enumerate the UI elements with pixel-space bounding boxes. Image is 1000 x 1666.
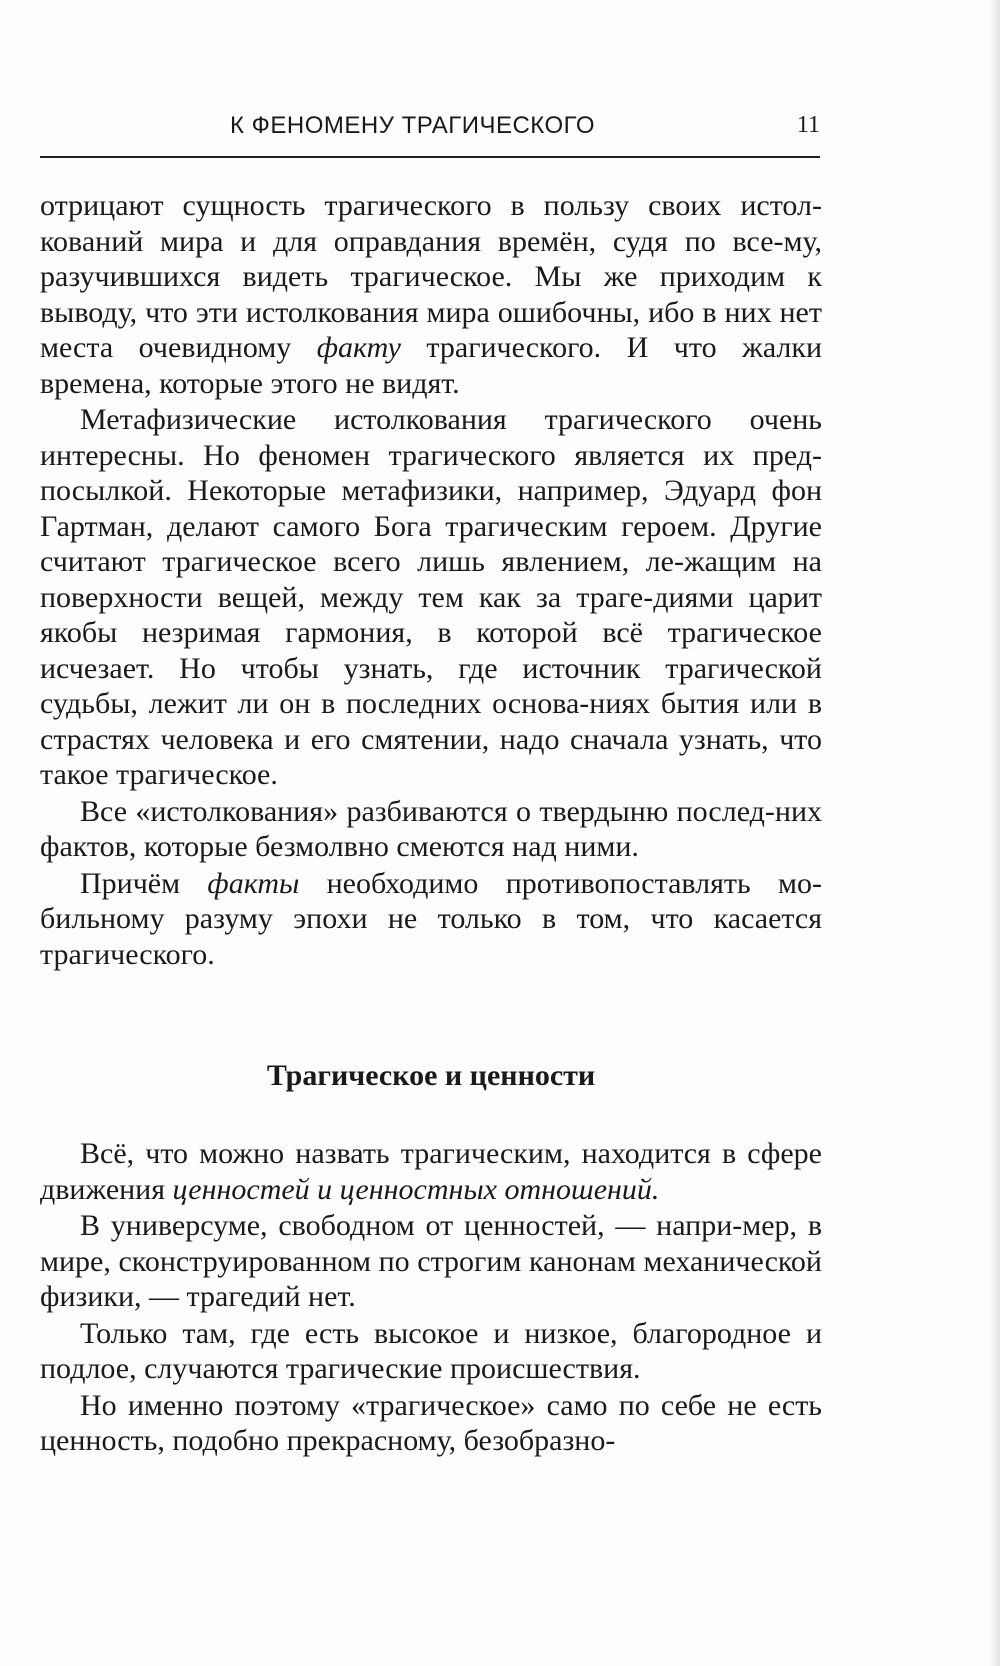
section-title: Трагическое и ценности <box>266 1059 596 1092</box>
paragraph-5-text-a: Всё, что можно назвать трагическим, находится в сфере движения <box>40 1137 822 1206</box>
body-text <box>40 188 822 1459</box>
running-header <box>40 112 820 152</box>
paragraph-5-emphasis: ценностей и ценностных отношений. <box>172 1172 660 1206</box>
paragraph-1-text-a: отрицают сущность трагического в пользу своих истол-кований мира и для оправдания времён, судя по все-му, разучившихся видеть трагическое. Мы же приходим к выводу, что эти истолкования мира ошибочны, ибо в них нет места очевидному <box>40 189 822 364</box>
paragraph-4-text-a: Причём <box>80 866 208 900</box>
paragraph-4-emphasis: факты <box>207 866 300 900</box>
paragraph-6: В универсуме, свободном от ценностей, — напри-мер, в мире, сконструированном по строгим канонам механической физики, — трагедий нет. <box>40 1209 822 1313</box>
paragraph-7: Только там, где есть высокое и низкое, благородное и подлое, случаются трагические происшествия. <box>40 1316 822 1385</box>
running-title: К ФЕНОМЕНУ ТРАГИЧЕСКОГО <box>230 112 595 139</box>
paragraph-4 <box>40 866 822 973</box>
paragraph-5 <box>40 1136 822 1207</box>
paragraph-4-text-b: необходимо противопоставлять мо-бильному разуму эпохи не только в том, что касается трагического. <box>40 866 822 971</box>
paragraph-1-emphasis: факту <box>316 331 401 364</box>
paragraph-3: Все «истолкования» разбиваются о твердыню послед-них фактов, которые безмолвно смеются над ними. <box>40 794 822 863</box>
paragraph-1 <box>40 188 822 401</box>
header-rule <box>40 156 820 158</box>
page-number: 11 <box>796 112 820 138</box>
paragraph-8: Но именно поэтому «трагическое» само по себе не есть ценность, подобно прекрасному, безобразно- <box>40 1388 822 1457</box>
page-edge <box>988 0 1000 1666</box>
paragraph-2: Метафизические истолкования трагического очень интересны. Но феномен трагического является их пред-посылкой. Некоторые метафизики, например, Эдуард фон Гартман, делают самого Бога трагическим героем. Другие считают трагическое всего лишь явлением, ле-жащим на поверхности вещей, между тем как за траге-диями царит якобы незримая гармония, в которой всё трагическое исчезает. Но чтобы узнать, где источник трагической судьбы, лежит ли он в последних основа-ниях бытия или в страстях человека и его смятении, надо сначала узнать, что такое трагическое. <box>40 403 822 791</box>
paragraph-1-text-b: трагического. И что жалки времена, которые этого не видят. <box>40 331 822 400</box>
